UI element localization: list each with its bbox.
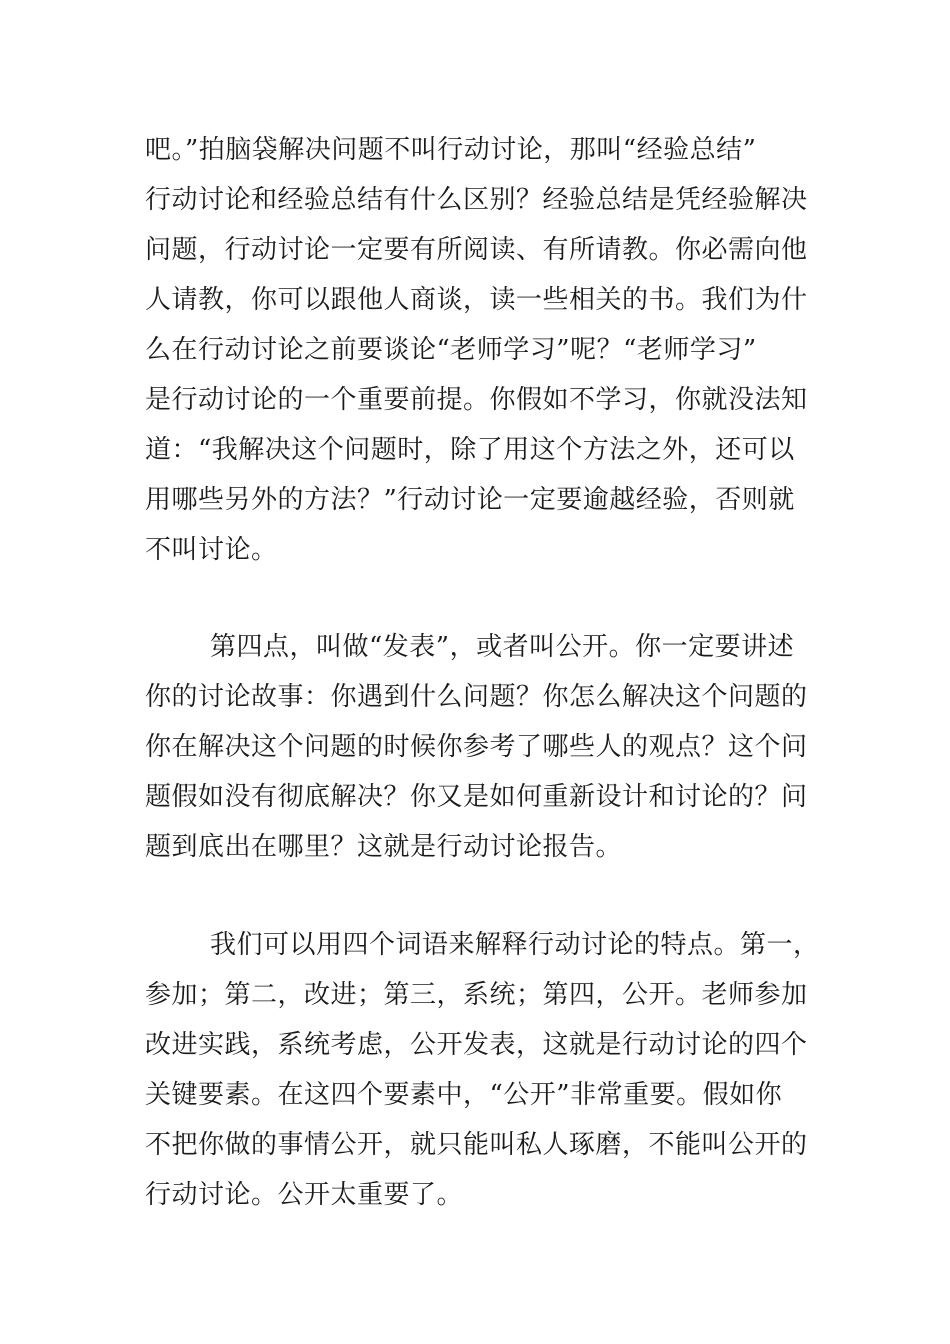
paragraph-line: 题到底出在哪里？这就是行动讨论报告。 <box>145 832 623 862</box>
paragraph-line: 改进实践，系统考虑，公开发表，这就是行动讨论的四个 <box>145 1030 808 1060</box>
paragraph-line: 关键要素。在这四个要素中，“公开”非常重要。假如你 <box>145 1080 783 1110</box>
paragraph-line: 不叫讨论。 <box>145 535 278 565</box>
paragraph-line: 你的讨论故事：你遇到什么问题？你怎么解决这个问题的 <box>145 682 808 712</box>
paragraph-line: 道：“我解决这个问题时，除了用这个方法之外，还可以 <box>145 435 795 465</box>
paragraph-line: 参加；第二，改进；第三，系统；第四，公开。老师参加 <box>145 980 808 1010</box>
paragraph-line: 我们可以用四个词语来解释行动讨论的特点。第一， <box>210 930 820 960</box>
paragraph-line: 行动讨论和经验总结有什么区别？经验总结是凭经验解决 <box>145 185 808 215</box>
paragraph-line: 不把你做的事情公开，就只能叫私人琢磨，不能叫公开的 <box>145 1130 808 1160</box>
paragraph-line: 行动讨论。公开太重要了。 <box>145 1180 464 1210</box>
paragraph-line: 问题，行动讨论一定要有所阅读、有所请教。你必需向他 <box>145 235 808 265</box>
paragraph-line: 人请教，你可以跟他人商谈，读一些相关的书。我们为什 <box>145 285 808 315</box>
paragraph-line: 么在行动讨论之前要谈论“老师学习”呢？“老师学习” <box>145 335 757 365</box>
paragraph-line: 你在解决这个问题的时候你参考了哪些人的观点？这个问 <box>145 732 808 762</box>
paragraph-line: 是行动讨论的一个重要前提。你假如不学习，你就没法知 <box>145 385 808 415</box>
paragraph-line: 用哪些另外的方法？”行动讨论一定要逾越经验，否则就 <box>145 485 795 515</box>
paragraph-line: 题假如没有彻底解决？你又是如何重新设计和讨论的？问 <box>145 782 808 812</box>
paragraph-line: 吧。”拍脑袋解决问题不叫行动讨论，那叫“经验总结” <box>145 135 757 165</box>
paragraph-line: 第四点，叫做“发表”，或者叫公开。你一定要讲述 <box>210 632 795 662</box>
